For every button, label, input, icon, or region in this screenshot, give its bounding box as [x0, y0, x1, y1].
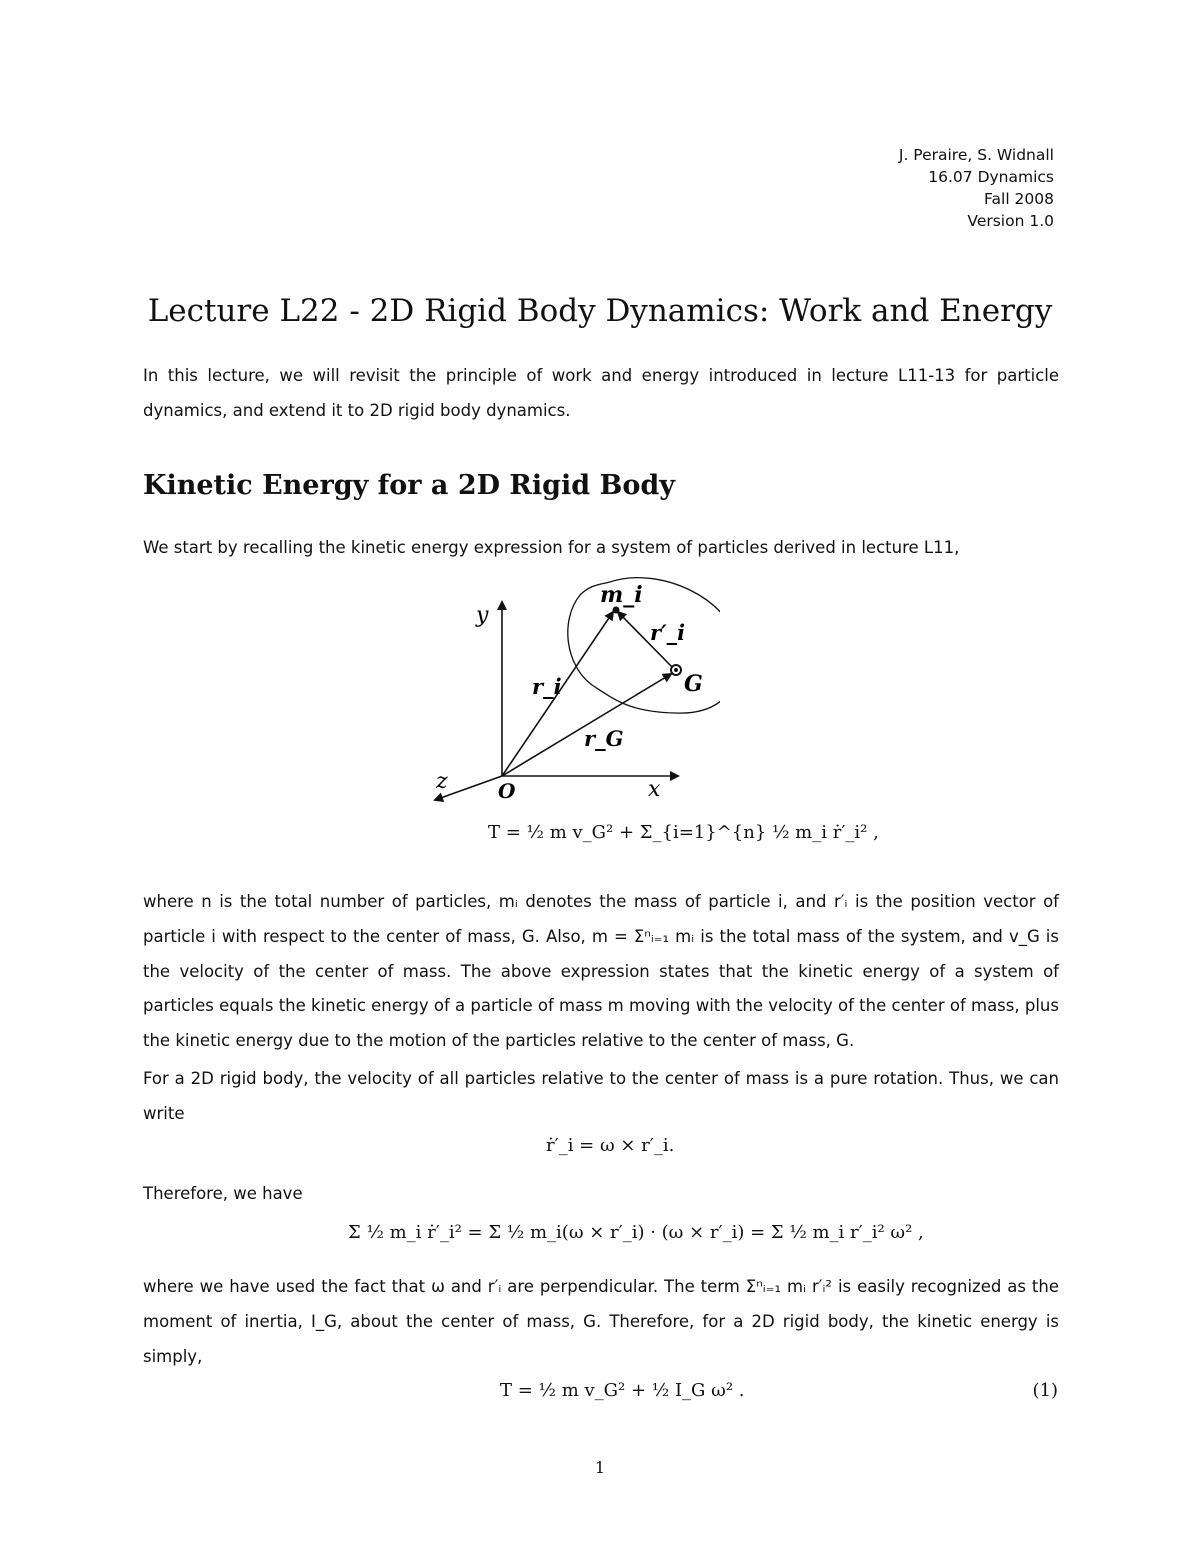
r-i-label: r_i [532, 674, 562, 699]
equation-sum-identity [348, 1222, 924, 1243]
equation-number: (1) [1032, 1380, 1058, 1401]
header-term: Fall 2008 [984, 190, 1054, 208]
mass-label: m_i [600, 582, 643, 608]
section-heading: Kinetic Energy for a 2D Rigid Body [143, 470, 675, 501]
origin-label: O [498, 779, 516, 803]
equation-ke-rigid [500, 1380, 745, 1401]
rigid-body-diagram [420, 570, 720, 820]
center-label: G [684, 671, 703, 697]
header-authors: J. Peraire, S. Widnall [898, 146, 1054, 164]
page-number: 1 [594, 1458, 606, 1477]
x-axis-label: x [648, 777, 661, 802]
recall-paragraph [143, 531, 1059, 566]
r-i-prime-label: r′_i [650, 620, 686, 645]
where-text: where n is the total number of particles, mᵢ denotes the mass of particle i, and r′ᵢ is the position vector of particle i with respect to the center of mass, G. Also, m = Σⁿᵢ₌₁ mᵢ is the total mass of the system, and v_G is the velocity of the center of mass. The above expression states that the kinetic energy of a system of particles equals the kinetic energy of a particle of mass m moving with the velocity of the center of mass, plus the kinetic energy due to the motion of the particles relative to the center of mass, G. [143, 892, 1059, 1051]
equation-ke-particles [488, 822, 879, 843]
header-course: 16.07 Dynamics [928, 168, 1054, 186]
intro-text: In this lecture, we will revisit the principle of work and energy introduced in lecture L11-13 for particle dynamics, and extend it to 2D rigid body dynamics. [143, 366, 1059, 420]
header-version: Version 1.0 [967, 212, 1054, 230]
page-title: Lecture L22 - 2D Rigid Body Dynamics: Work and Energy [147, 292, 1053, 329]
z-axis-label: z [436, 769, 448, 794]
center-of-mass-dot [674, 668, 678, 672]
equation-ke-particles-text: T = ½ m v_G² + Σ_{i=1}^{n} ½ m_i ṙ′_i² , [488, 822, 879, 843]
y-axis-label: y [476, 603, 489, 628]
equation-sum-identity-text: Σ ½ m_i ṙ′_i² = Σ ½ m_i(ω × r′_i) · (ω × r′_i) = Σ ½ m_i r′_i² ω² , [348, 1222, 924, 1243]
equation-ke-rigid-text: T = ½ m v_G² + ½ I_G ω² . [500, 1380, 745, 1401]
intro-paragraph [143, 359, 1059, 429]
therefore-paragraph [143, 1177, 1059, 1212]
document-header [899, 144, 1054, 232]
equation-rotation [546, 1135, 674, 1156]
r-g-vector [502, 674, 671, 776]
used-paragraph [143, 1270, 1059, 1374]
equation-rotation-text: ṙ′_i = ω × r′_i. [546, 1135, 675, 1156]
recall-text: We start by recalling the kinetic energy expression for a system of particles derived in lecture L11, [143, 538, 960, 557]
therefore-text: Therefore, we have [143, 1184, 303, 1203]
used-text: where we have used the fact that ω and r′ᵢ are perpendicular. The term Σⁿᵢ₌₁ mᵢ r′ᵢ² is easily recognized as the moment of inertia, I_G, about the center of mass, G. Therefore, for a 2D rigid body, the kinetic energy is simply, [143, 1277, 1059, 1366]
rigid-paragraph [143, 1062, 1059, 1132]
rigid-body-figure [420, 570, 720, 824]
where-paragraph [143, 885, 1059, 1059]
r-g-label: r_G [584, 726, 624, 751]
rigid-text: For a 2D rigid body, the velocity of all particles relative to the center of mass is a pure rotation. Thus, we can write [143, 1069, 1059, 1123]
